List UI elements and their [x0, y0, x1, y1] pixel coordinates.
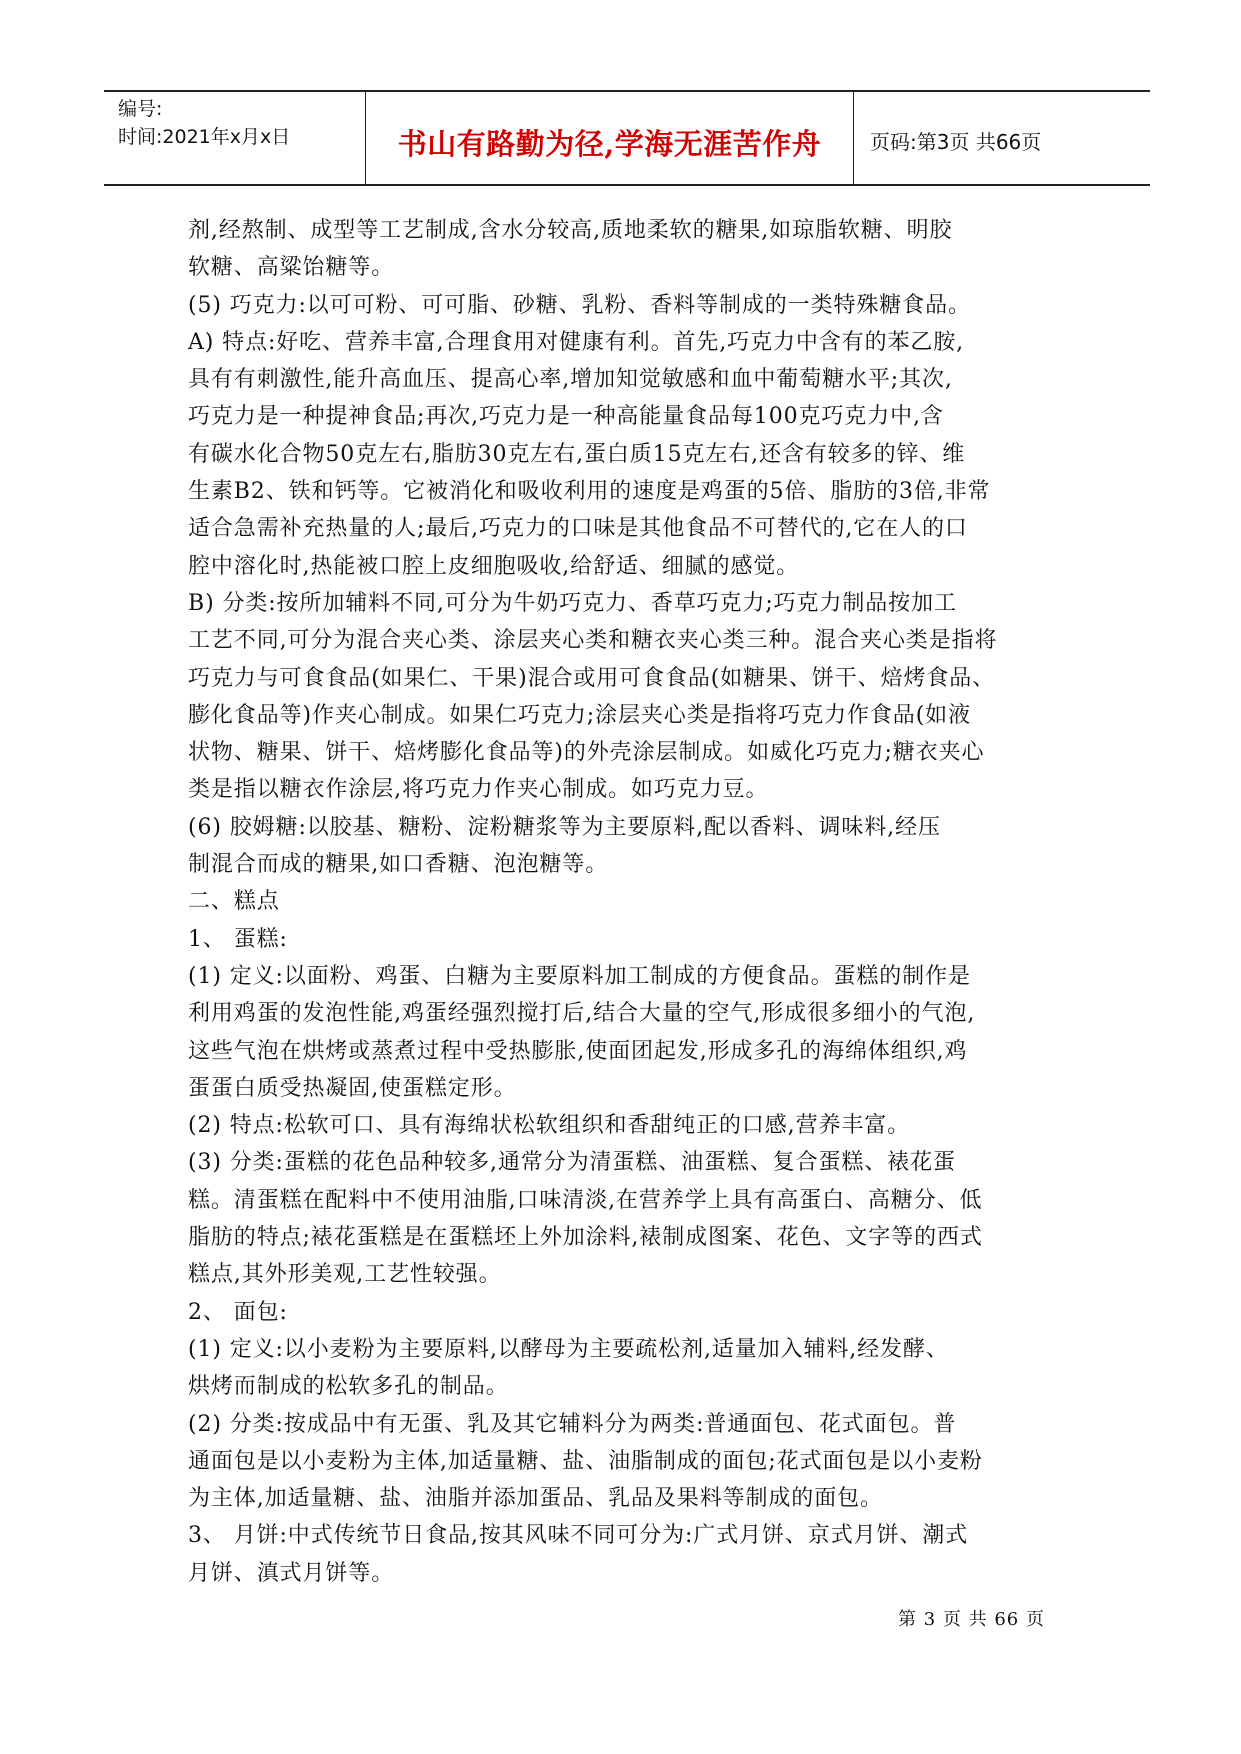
- motto-text: 书山有路勤为径,学海无涯苦作舟: [397, 127, 822, 161]
- page-code-label: 页码:第3页 共66页: [870, 130, 1042, 154]
- body-line: 状物、糖果、饼干、焙烤膨化食品等)的外壳涂层制成。如威化巧克力;糖衣夹心: [188, 740, 985, 766]
- body-line: 工艺不同,可分为混合夹心类、涂层夹心类和糖衣夹心类三种。混合夹心类是指将: [188, 628, 998, 654]
- body-line: B) 分类:按所加辅料不同,可分为牛奶巧克力、香草巧克力;巧克力制品按加工: [188, 590, 957, 616]
- body-line: 巧克力是一种提神食品;再次,巧克力是一种高能量食品每100克巧克力中,含: [188, 404, 944, 430]
- body-line: 剂,经熬制、成型等工艺制成,含水分较高,质地柔软的糖果,如琼脂软糖、明胶: [188, 218, 953, 243]
- body-line: 为主体,加适量糖、盐、油脂并添加蛋品、乳品及果料等制成的面包。: [188, 1486, 883, 1512]
- body-line: 蛋蛋白质受热凝固,使蛋糕定形。: [188, 1075, 517, 1101]
- body-line: (3) 分类:蛋糕的花色品种较多,通常分为清蛋糕、油蛋糕、复合蛋糕、裱花蛋: [188, 1150, 956, 1176]
- body-line: 3、 月饼:中式传统节日食品,按其风味不同可分为:广式月饼、京式月饼、潮式: [188, 1523, 969, 1549]
- body-line: 1、 蛋糕:: [188, 926, 288, 952]
- body-line: (5) 巧克力:以可可粉、可可脂、砂糖、乳粉、香料等制成的一类特殊糖食品。: [188, 292, 971, 318]
- body-line: 烘烤而制成的松软多孔的制品。: [188, 1374, 509, 1400]
- body-line: 适合急需补充热量的人;最后,巧克力的口味是其他食品不可替代的,它在人的口: [188, 516, 968, 542]
- page-header: [104, 90, 1150, 186]
- body-line: 生素B2、铁和钙等。它被消化和吸收利用的速度是鸡蛋的5倍、脂肪的3倍,非常: [188, 479, 991, 505]
- document-body: [188, 212, 1093, 1592]
- serial-number-label: 编号:: [118, 98, 163, 120]
- body-line: 糕点,其外形美观,工艺性较强。: [188, 1262, 502, 1288]
- body-line: 软糖、高粱饴糖等。: [188, 255, 395, 281]
- body-line: 有碳水化合物50克左右,脂肪30克左右,蛋白质15克左右,还含有较多的锌、维: [188, 441, 966, 467]
- body-line: 月饼、滇式月饼等。: [188, 1560, 395, 1586]
- header-page-cell: [854, 92, 1150, 184]
- body-line: A) 特点:好吃、营养丰富,合理食用对健康有利。首先,巧克力中含有的苯乙胺,: [188, 329, 965, 355]
- body-line: 制混合而成的糖果,如口香糖、泡泡糖等。: [188, 852, 609, 878]
- page-footer: 第 3 页 共 66 页: [898, 1609, 1045, 1630]
- body-line: 具有有刺激性,能升高血压、提高心率,增加知觉敏感和血中葡萄糖水平;其次,: [188, 367, 953, 393]
- body-line: 类是指以糖衣作涂层,将巧克力作夹心制成。如巧克力豆。: [188, 777, 769, 803]
- time-label: 时间:2021年x月x日: [118, 126, 291, 148]
- body-line: 这些气泡在烘烤或蒸煮过程中受热膨胀,使面团起发,形成多孔的海绵体组织,鸡: [188, 1038, 968, 1064]
- body-line: 二、糕点: [188, 889, 280, 915]
- body-line: (2) 分类:按成品中有无蛋、乳及其它辅料分为两类:普通面包、花式面包。普: [188, 1411, 957, 1437]
- header-meta-cell: [104, 92, 366, 184]
- header-motto-cell: [366, 92, 854, 184]
- body-line: 腔中溶化时,热能被口腔上皮细胞吸收,给舒适、细腻的感觉。: [188, 553, 800, 579]
- body-line: (2) 特点:松软可口、具有海绵状松软组织和香甜纯正的口感,营养丰富。: [188, 1113, 911, 1139]
- body-line: 巧克力与可食食品(如果仁、干果)混合或用可食食品(如糖果、饼干、焙烤食品、: [188, 665, 996, 691]
- body-line: (6) 胶姆糖:以胶基、糖粉、淀粉糖浆等为主要原料,配以香料、调味料,经压: [188, 814, 941, 840]
- body-line: 糕。清蛋糕在配料中不使用油脂,口味清淡,在营养学上具有高蛋白、高糖分、低: [188, 1187, 983, 1213]
- body-line: 膨化食品等)作夹心制成。如果仁巧克力;涂层夹心类是指将巧克力作食品(如液: [188, 702, 971, 728]
- body-line: (1) 定义:以小麦粉为主要原料,以酵母为主要疏松剂,适量加入辅料,经发酵、: [188, 1336, 949, 1362]
- body-line: (1) 定义:以面粉、鸡蛋、白糖为主要原料加工制成的方便食品。蛋糕的制作是: [188, 963, 971, 989]
- body-line: 脂肪的特点;裱花蛋糕是在蛋糕坯上外加涂料,裱制成图案、花色、文字等的西式: [188, 1225, 983, 1251]
- body-line: 利用鸡蛋的发泡性能,鸡蛋经强烈搅打后,结合大量的空气,形成很多细小的气泡,: [188, 1001, 976, 1027]
- body-line: 通面包是以小麦粉为主体,加适量糖、盐、油脂制成的面包;花式面包是以小麦粉: [188, 1448, 983, 1474]
- body-line: 2、 面包:: [188, 1299, 288, 1325]
